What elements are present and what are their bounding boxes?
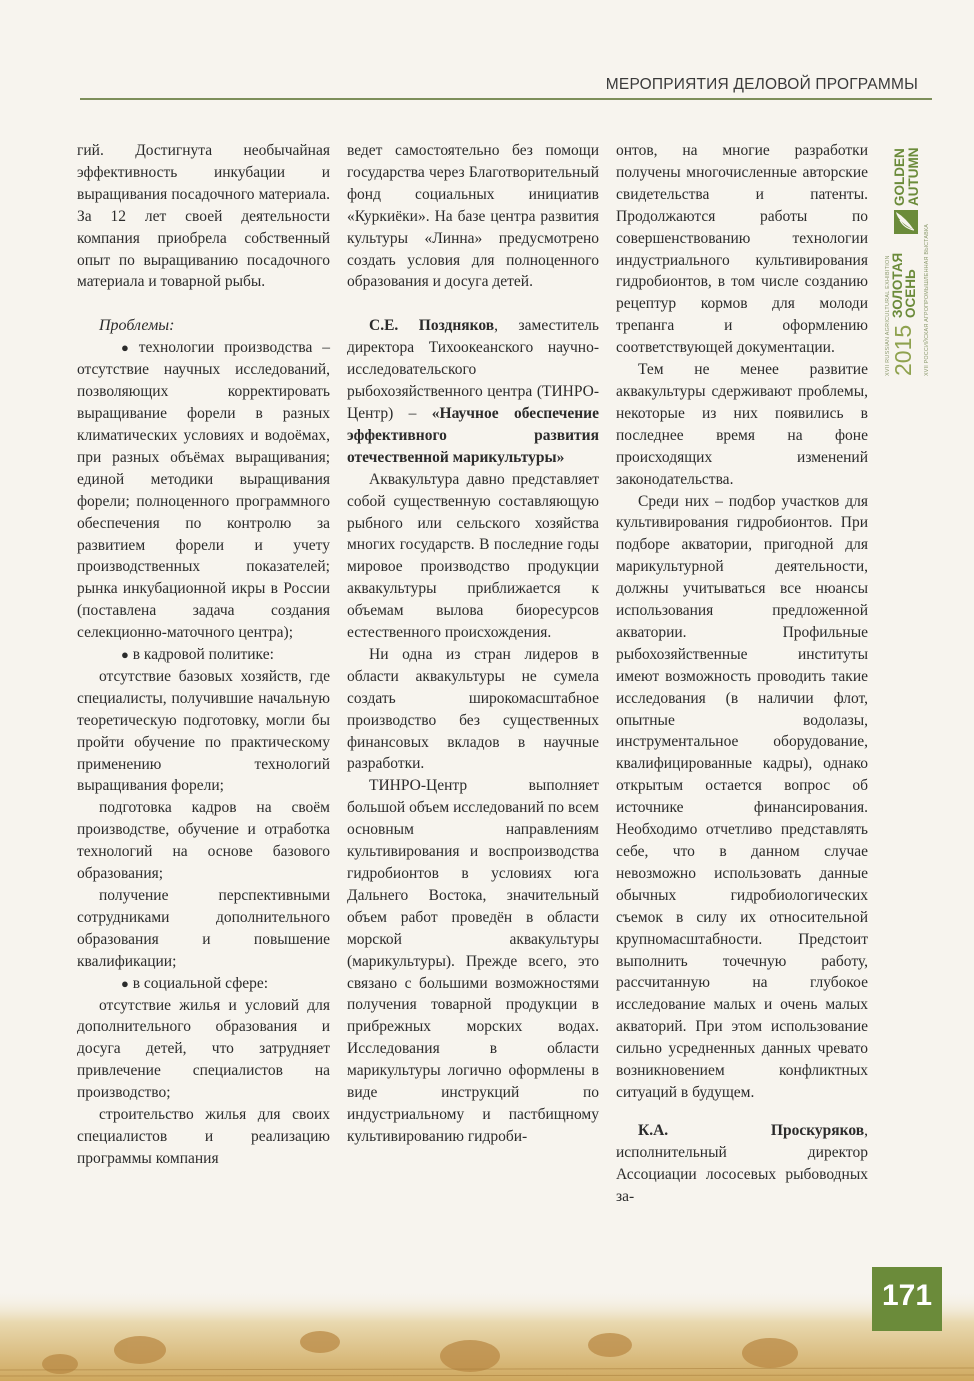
header-rule [80,98,932,100]
paragraph: гий. Достигнута необычайная эффективность инкубации и выращивания посадочного материала. За 12 лет своей деятельности компания приобрела собственный опыт по выращиванию посадочного материала и товарной рыбы. [77,142,330,291]
page-number: 171 [881,1279,933,1312]
logo-name-ru-2: ОСЕНЬ [903,269,918,318]
logo-name-en-1: GOLDEN [892,148,907,206]
bullet-item: ● в кадровой политике: [77,644,330,666]
paragraph: Ни одна из стран лидеров в области аквакультуры не сумела создать широкомасштабное производство без существенных финансовых вкладов в научные разработки. [347,645,599,773]
problems-heading: Проблемы: [99,317,175,335]
speaker-name: К.А. Проскуряков [638,1121,865,1139]
paragraph: онтов, на многие разработки получены многочисленные авторские свидетельства и патенты. Продолжаются работы по совершенствованию технологии индустриального культивирования гидробионтов, в том числе созданию рецептур кормов для молоди трепанга и оформлению соответствующей документации. [616,142,868,357]
talk-title: «Научное обеспечение эффективного развития отечественной марикультуры» [347,404,599,466]
paragraph: ТИНРО-Центр выполняет большой объем исследований по всем основным направлениям культивирования и воспроизводства гидробионтов в условиях юга Дальнего Востока, значительный объем работ проведён в области морской аквакультуры (марикультуры). Прежде всего, это связано с большими возможностями получения товарной продукции в прибрежных морских водах. Исследования в области марикультуры логично оформлены в виде инструкций по индустриальному и пастбищному культивированию гидроби- [347,777,599,1145]
paragraph: Тем не менее развитие аквакультуры сдерживают проблемы, некоторые из них появились в последнее время на фоне происходящих изменений законодательства. [616,361,868,488]
paragraph: Аквакультура давно представляет собой существенную составляющую рыбного или сельского хозяйства многих государств. В последние годы мировое производство продукции аквакультуры приближается к объемам вылова биоресурсов естественного происхождения. [347,470,599,642]
logo-caption-en: XVII RUSSIAN AGRICULTURAL EXHIBITION [885,255,891,376]
paragraph: отсутствие базовых хозяйств, где специалисты, получившие начальную теоретическую подготовку, могли бы пройти обучение по практическому применению технологий выращивания форели; [77,667,330,795]
bullet-dot-icon: ● [121,340,129,356]
logo-leaf-icon [894,210,918,234]
logo-caption-ru: XVII РОССИЙСКАЯ АГРОПРОМЫШЛЕННАЯ ВЫСТАВКА [924,223,930,376]
golden-autumn-logo [882,110,938,380]
speaker-intro: К.А. Проскуряков, исполнительный директор Ассоциации лососевых рыбоводных за- [616,1121,868,1205]
paragraph: подготовка кадров на своём производстве, обучение и отработка технологий на основе базового образования; [77,799,330,883]
bullet-dot-icon: ● [121,975,129,991]
logo-year: 2015 [890,324,916,376]
bullet-item: ● в социальной сфере: [77,973,330,995]
speaker-intro: С.Е. Поздняков, заместитель директора Тихоокеанского научно-исследовательского рыбохозяйственного центра (ТИНРО-Центр) – «Научное обеспечение эффективного развития отечественной марикультуры» [347,317,600,466]
paragraph: получение перспективными сотрудниками дополнительного образования и повышение квалификации; [77,887,330,970]
paragraph: ведет самостоятельно без помощи государства через Благотворительный фонд социальных инициатив «Куркиёки». На базе центра развития культуры «Линна» предусмотрено создать условия для полноценного образования и досуга детей. [347,142,599,291]
paragraph: строительство жилья для своих специалистов и реализацию программы компания [77,1106,330,1167]
page-number-badge [872,1267,942,1331]
logo-name-en-2: AUTUMN [906,147,921,206]
paragraph: Среди них – подбор участков для культивирования гидробионтов. При подборе акватории, пригодной для марикультурной деятельности, должны учитываться все нюансы использования предложенной акватории. Профильные рыбохозяйственные институты имеют возможность проводить такие исследования (в наличии флот, опытные водолазы, инструментальное оборудование, квалифицированные кадры), однако открытым остается вопрос об источнике финансирования. Необходимо отчетливо представлять себе, что в данном случае невозможно использовать данные обычных гидробиологических съемок в силу их относительной крупномасштабности. Предстоит выполнить точечную работу, рассчитанную на глубокое исследование малых и очень малых акваторий. При этом использование сильно усредненных данных чревато возникновением конфликтных ситуаций в будущем. [616,492,868,1101]
logo-name-ru-1: ЗОЛОТАЯ [890,252,905,318]
bullet-dot-icon: ● [121,647,129,663]
text-column-2 [347,140,599,1148]
section-header-title: МЕРОПРИЯТИЯ ДЕЛОВОЙ ПРОГРАММЫ [605,76,918,93]
text-column-3 [616,140,868,1208]
paragraph: отсутствие жилья и условий для дополнительного образования и досуга детей, что затрудняет привлечение специалистов на производство; [77,996,330,1102]
footer-field-decoration [0,1290,974,1381]
bullet-item: ● технологии производства – отсутствие научных исследований, позволяющих корректировать выращивание форели в разных климатических условиях и водоёмах, при разных объёмах выращивания; единой методики выращивания форели; полноценного программного обеспечения по контролю за развитием форели и учету производственных показателей; рынка инкубационной икры в России (поставлена задача создания селекционно-маточного центра); [77,339,331,642]
speaker-name: С.Е. Поздняков [369,317,495,335]
text-column-1 [77,140,330,1170]
